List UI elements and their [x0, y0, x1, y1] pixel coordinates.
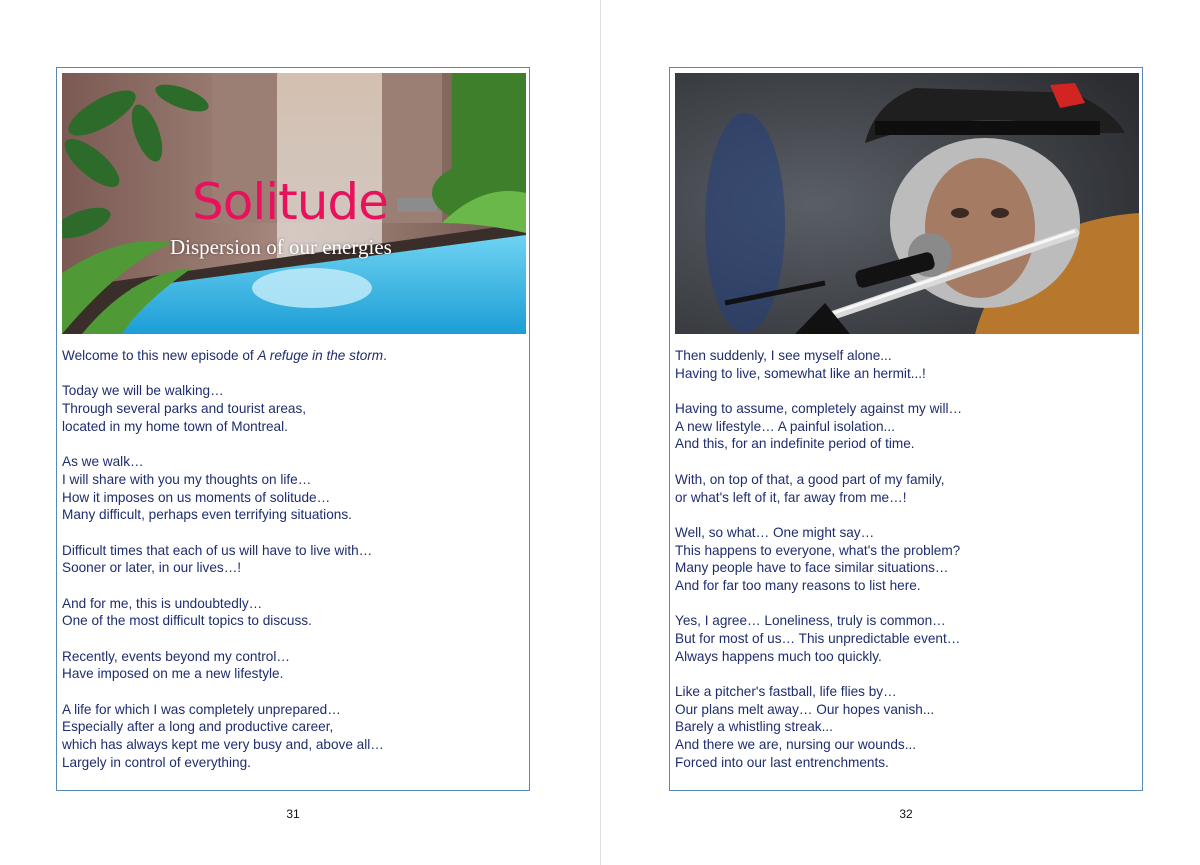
intro-suffix: . — [383, 348, 387, 363]
paragraph-gap — [62, 365, 522, 383]
text-line: Barely a whistling streak... — [675, 719, 833, 735]
text-line: With, on top of that, a good part of my family, — [675, 471, 945, 487]
right-body-text — [675, 347, 1135, 772]
paragraph-gap — [62, 435, 522, 453]
paragraph-gap — [62, 630, 522, 648]
intro-line — [62, 347, 522, 365]
text-line: Well, so what… One might say… — [675, 524, 875, 540]
text-line: which has always kept me very busy and, above all… — [62, 737, 384, 753]
text-line: Many people have to face similar situations… — [675, 560, 949, 576]
paragraph-gap — [675, 665, 1135, 683]
text-line: located in my home town of Montreal. — [62, 418, 288, 434]
text-line: Having to assume, completely against my will… — [675, 401, 963, 417]
fountain-photo — [62, 73, 526, 334]
text-line: Especially after a long and productive career, — [62, 719, 334, 735]
text-line: Forced into our last entrenchments. — [675, 754, 889, 770]
text-line: Difficult times that each of us will have to live with… — [62, 542, 373, 558]
text-line: But for most of us… This unpredictable event… — [675, 631, 961, 646]
paragraph-gap — [675, 382, 1135, 400]
paragraph-gap — [62, 524, 522, 542]
text-line: Having to live, somewhat like an hermit...! — [675, 365, 926, 381]
text-line: This happens to everyone, what's the problem? — [675, 542, 961, 558]
text-line: And there we are, nursing our wounds... — [675, 737, 917, 753]
text-line: How it imposes on us moments of solitude… — [62, 489, 331, 505]
intro-title: A refuge in the storm — [257, 348, 384, 363]
text-line: I will share with you my thoughts on life… — [62, 471, 312, 487]
paragraph-gap — [62, 683, 522, 701]
paragraph-gap — [675, 453, 1135, 471]
text-line: or what's left of it, far away from me…! — [675, 489, 907, 505]
text-line: Largely in control of everything. — [62, 754, 251, 770]
text-line: Always happens much too quickly. — [675, 648, 882, 664]
book-spine — [600, 0, 601, 865]
intro-prefix: Welcome to this new episode of — [62, 348, 258, 363]
text-line: Recently, events beyond my control… — [62, 648, 290, 664]
paragraph-gap — [675, 506, 1135, 524]
text-line: And for far too many reasons to list here. — [675, 577, 921, 593]
page-number-left: 31 — [286, 807, 300, 821]
left-page-frame — [56, 67, 530, 791]
text-line: Then suddenly, I see myself alone... — [675, 348, 892, 363]
text-line: Have imposed on me a new lifestyle. — [62, 666, 284, 682]
photo-title: Solitude — [192, 173, 388, 231]
text-line: Our plans melt away… Our hopes vanish... — [675, 701, 935, 717]
text-line: Today we will be walking… — [62, 383, 224, 399]
photo-subtitle: Dispersion of our energies — [170, 235, 392, 259]
text-line: Sooner or later, in our lives…! — [62, 560, 242, 576]
text-line: Many difficult, perhaps even terrifying situations. — [62, 507, 352, 523]
left-body-text — [62, 347, 522, 772]
text-line: And for me, this is undoubtedly… — [62, 595, 263, 611]
text-line: Through several parks and tourist areas, — [62, 401, 307, 417]
text-line: Yes, I agree… Loneliness, truly is common… — [675, 613, 946, 629]
text-line: A life for which I was completely unprepared… — [62, 701, 341, 717]
flutist-photo — [675, 73, 1139, 334]
paragraph-gap — [62, 577, 522, 595]
text-line: A new lifestyle… A painful isolation... — [675, 418, 895, 434]
text-line: One of the most difficult topics to discuss. — [62, 613, 312, 629]
page-number-right: 32 — [899, 807, 913, 821]
text-line: Like a pitcher's fastball, life flies by… — [675, 684, 897, 700]
paragraph-gap — [675, 595, 1135, 613]
right-page-frame — [669, 67, 1143, 791]
text-line: And this, for an indefinite period of time. — [675, 436, 915, 452]
text-line: As we walk… — [62, 454, 144, 470]
